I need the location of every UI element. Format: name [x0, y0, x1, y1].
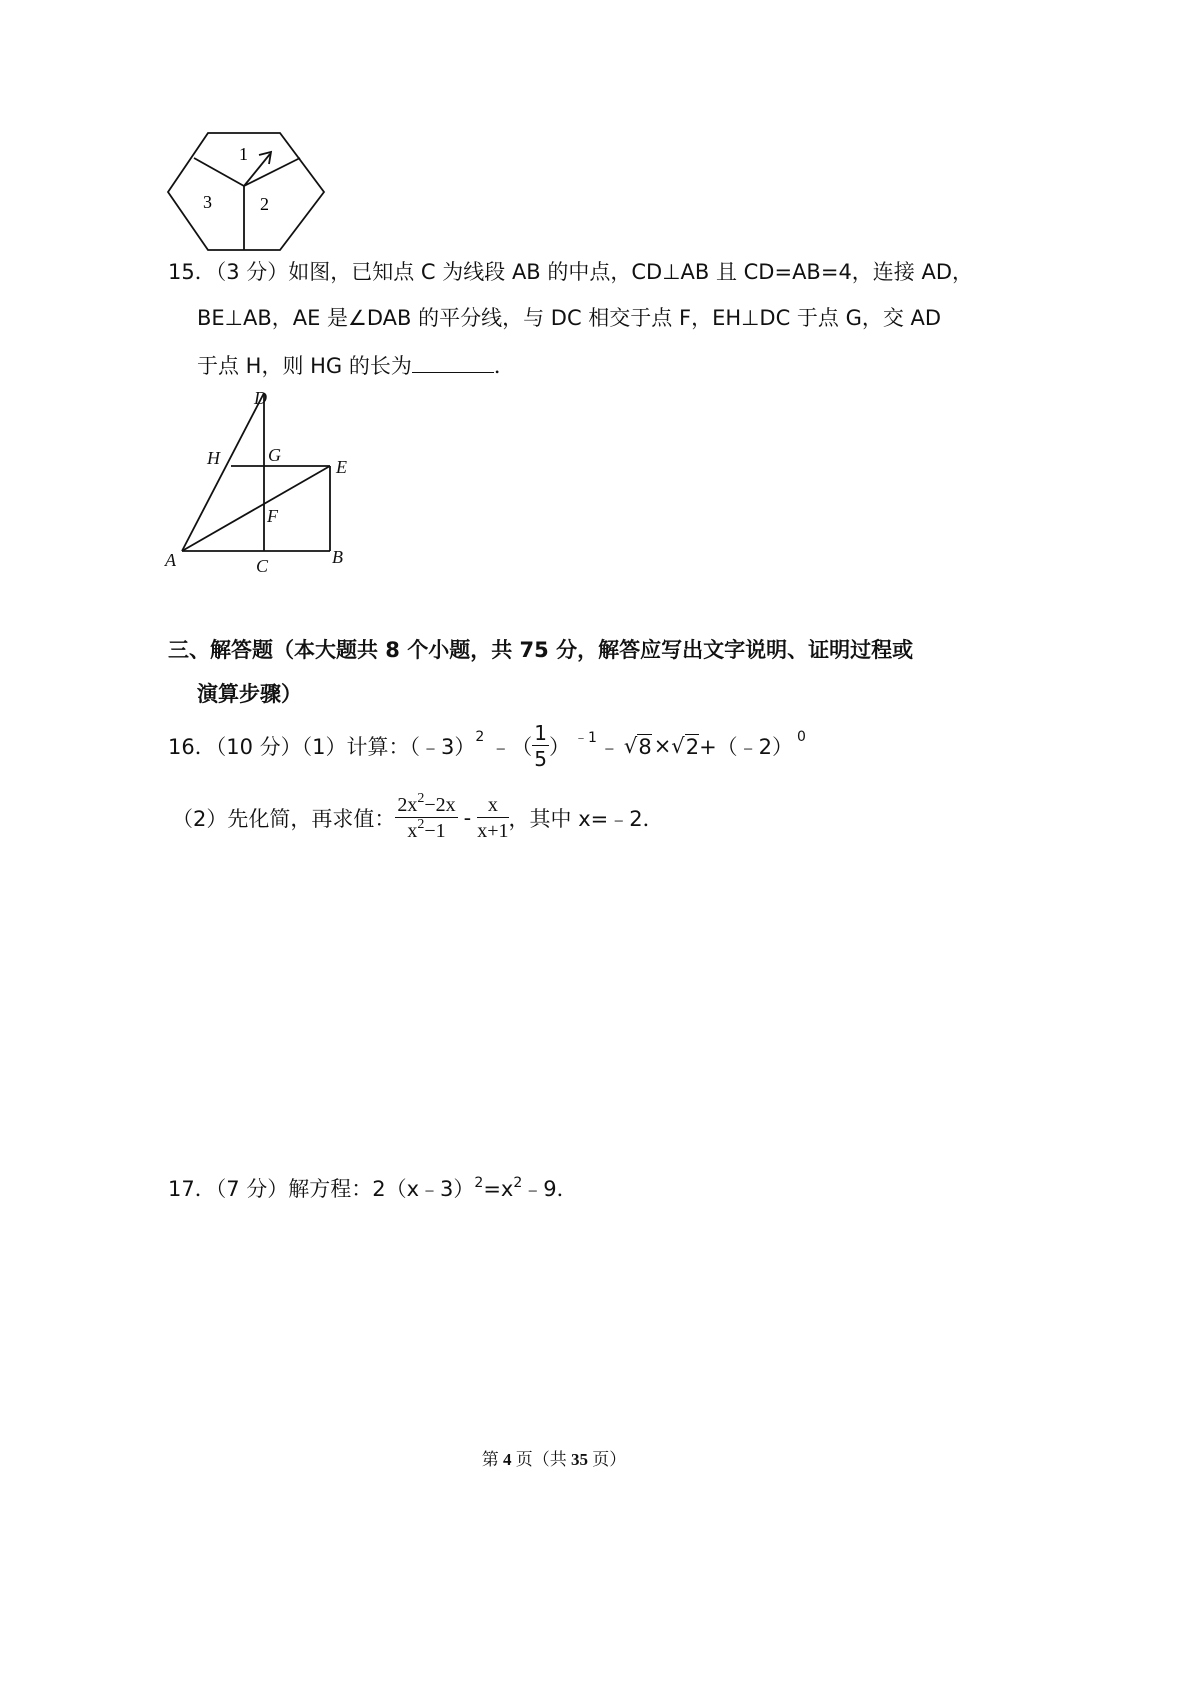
fraction-numerator — [395, 791, 457, 818]
q16-minus: ﹣ — [598, 735, 620, 759]
sqrt-radicand: 8 — [638, 734, 652, 759]
sqrt-sign-icon: √ — [623, 734, 638, 758]
section-heading-line-1: 三、解答题（本大题共 8 个小题，共 75 分，解答应写出文字说明、证明过程或 — [168, 638, 914, 662]
q17-prefix: 17．（7 分）解方程：2（x﹣3） — [168, 1177, 475, 1201]
fraction-expression-2 — [477, 795, 508, 841]
exponent: 2 — [513, 1175, 523, 1191]
exponent: 0 — [797, 729, 806, 745]
exponent: 2 — [475, 729, 485, 745]
page-footer — [0, 1445, 1108, 1470]
point-label-E: E — [336, 457, 347, 477]
section-heading-line-2: 演算步骤） — [197, 682, 302, 706]
divider-line — [244, 158, 300, 186]
sector-label: 1 — [239, 144, 248, 164]
sqrt-radicand: 2 — [685, 734, 700, 759]
fraction-numerator: x — [477, 795, 508, 818]
point-label-C: C — [256, 556, 269, 576]
q17-suffix: ﹣9． — [522, 1177, 578, 1201]
fraction-denominator: x+1 — [477, 820, 509, 842]
current-page-number: 4 — [503, 1450, 512, 1469]
spinner-figure — [165, 130, 330, 252]
answer-blank — [412, 352, 494, 373]
q17-mid: =x — [483, 1177, 514, 1201]
denominator-part: x — [407, 820, 418, 842]
fraction-numerator: 1 — [534, 721, 547, 745]
point-label-D: D — [254, 388, 267, 408]
minus-sign: - — [463, 806, 472, 830]
times-sign: × — [653, 734, 672, 758]
sector-label: 2 — [260, 194, 269, 214]
question-17 — [168, 1175, 578, 1201]
q15-line-1: 15．（3 分）如图，已知点 C 为线段 AB 的中点，CD⊥AB 且 CD=AB=4，连接 AD， — [168, 260, 974, 284]
q16-prefix: 16．（10 分）（1）计算：（﹣3） — [168, 735, 476, 759]
q16-close-paren: ） — [549, 735, 570, 759]
point-label-A: A — [165, 550, 176, 570]
q16-p2-prefix: （2）先化简，再求值： — [172, 807, 396, 831]
point-label-B: B — [332, 547, 343, 567]
footer-mid: 页（共 — [511, 1450, 571, 1469]
point-label-F: F — [267, 506, 278, 526]
exponent: 2 — [474, 1175, 484, 1191]
denominator-part: −1 — [424, 820, 446, 842]
sector-label: 3 — [203, 192, 212, 212]
exponent: 2 — [417, 791, 425, 806]
q15-line-3-text: 于点 H，则 HG 的长为 — [197, 354, 412, 378]
numerator-part: −2x — [424, 794, 456, 816]
numerator-part: 2x — [397, 794, 418, 816]
point-label-G: G — [268, 445, 281, 465]
q15-line-2: BE⊥AB，AE 是∠DAB 的平分线，与 DC 相交于点 F，EH⊥DC 于点 G，交 AD — [197, 306, 942, 330]
q15-line-3-end: ． — [493, 354, 515, 378]
q16-plus-paren: +（﹣2） — [699, 735, 794, 759]
exponent: 2 — [417, 817, 425, 832]
q16-part-1 — [168, 722, 806, 770]
geometry-figure — [160, 385, 365, 580]
footer-post: 页） — [588, 1450, 627, 1469]
divider-line — [194, 158, 244, 186]
fraction-expression-1 — [395, 791, 457, 842]
total-page-count: 35 — [571, 1450, 588, 1469]
footer-pre: 第 — [481, 1450, 503, 1469]
fraction-one-fifth — [532, 723, 549, 769]
fraction-denominator: 5 — [534, 747, 547, 771]
q15-line-3 — [197, 352, 515, 377]
q16-part-2 — [172, 790, 664, 846]
q16-minus-paren: ﹣（ — [490, 735, 533, 759]
point-label-H: H — [207, 448, 220, 468]
q16-p2-suffix: ，其中 x=﹣2． — [508, 807, 664, 831]
sqrt-sign-icon: √ — [671, 734, 685, 758]
fraction-denominator — [395, 818, 457, 841]
exponent: ﹣1 — [574, 730, 597, 746]
